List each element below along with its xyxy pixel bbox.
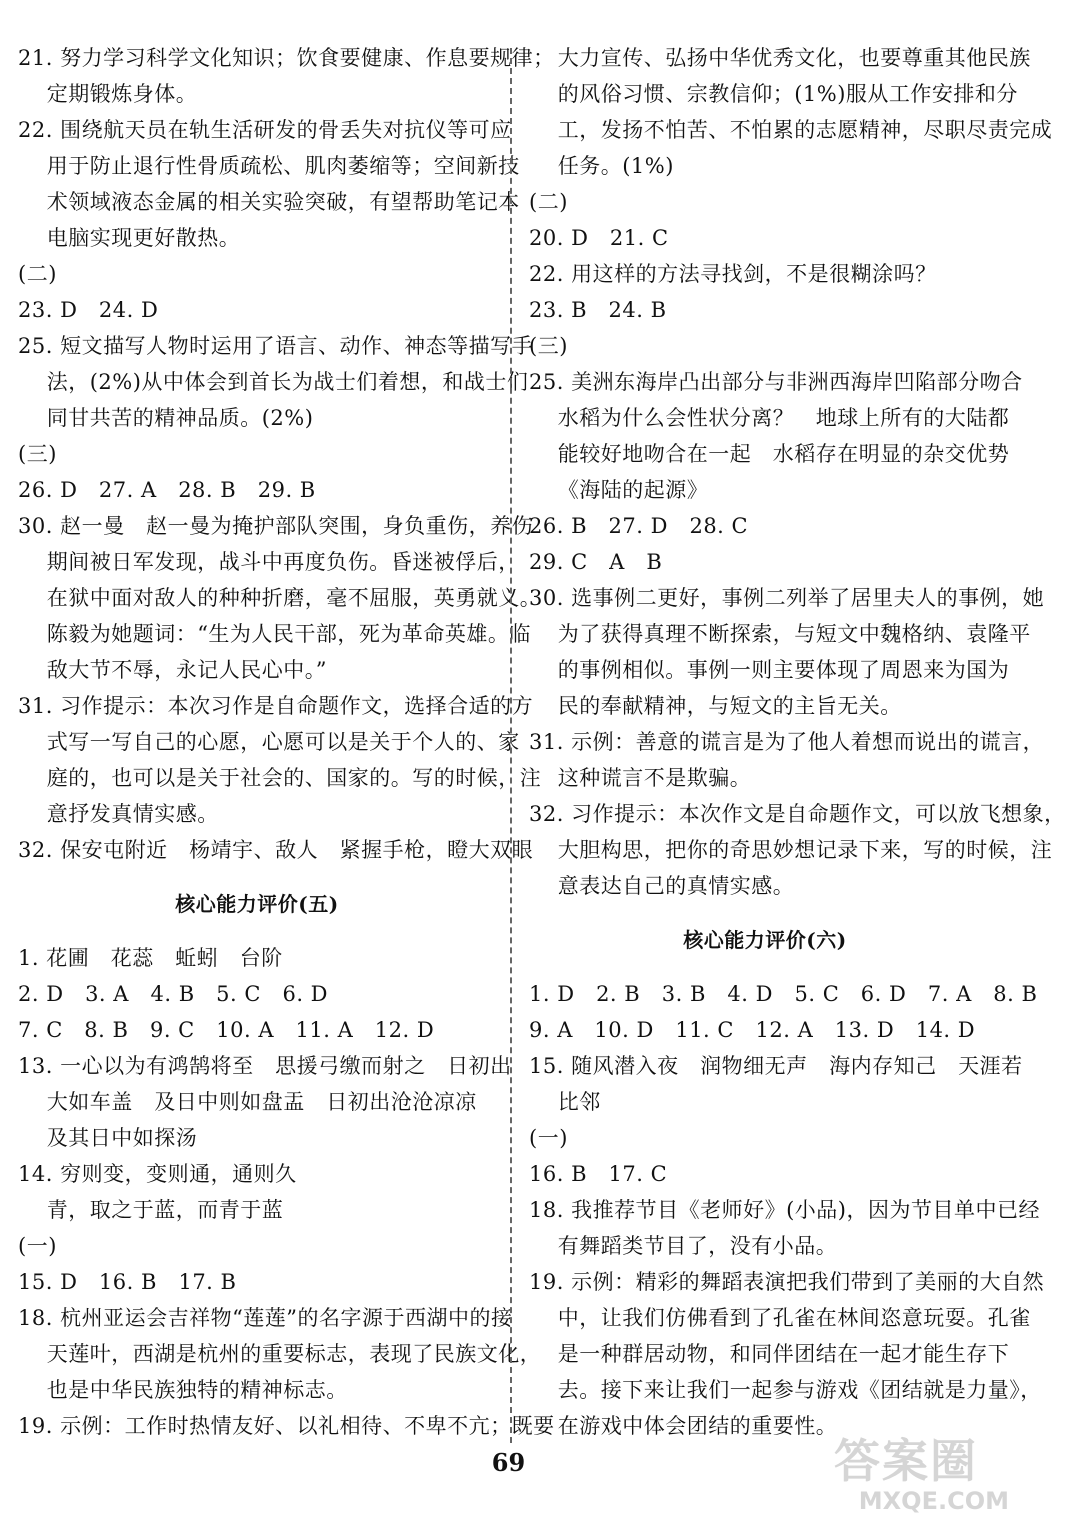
- answer-line: 为了获得真理不断探索，与短文中魏格纳、袁隆平: [529, 622, 1031, 646]
- answer-line: 26. B 27. D 28. C: [529, 514, 749, 538]
- answer-line: 31. 习作提示：本次习作是自命题作文，选择合适的方: [18, 694, 534, 718]
- answer-line: 也是中华民族独特的精神标志。: [18, 1378, 348, 1402]
- answer-line: 同甘共苦的精神品质。(2%): [18, 406, 314, 430]
- answer-line: 31. 示例：善意的谎言是为了他人着想而说出的谎言，: [529, 730, 1045, 754]
- answer-line: 15. 随风潜入夜 润物细无声 海内存知己 天涯若: [529, 1054, 1023, 1078]
- answer-line: 13. 一心以为有鸿鹄将至 思援弓缴而射之 日初出: [18, 1054, 512, 1078]
- answer-line: 20. D 21. C: [529, 226, 669, 250]
- answer-line: 陈毅为她题词：“生为人民干部，死为革命英雄。临: [18, 622, 531, 646]
- answer-line: 及其日中如探汤: [18, 1126, 198, 1150]
- answer-line: 在狱中面对敌人的种种折磨，毫不屈服，英勇就义。: [18, 586, 542, 610]
- answer-line: [529, 904, 1001, 922]
- section-heading: 核心能力评价(五): [175, 892, 339, 916]
- answer-line: 任务。(1%): [529, 154, 674, 178]
- answer-line: 14. 穷则变，变则通，通则久: [18, 1162, 297, 1186]
- answer-line: 7. C 8. B 9. C 10. A 11. A 12. D: [18, 1018, 435, 1042]
- answer-line: 术领域液态金属的相关实验突破，有望帮助笔记本: [18, 190, 520, 214]
- answer-line: 29. C A B: [529, 550, 663, 574]
- answer-line: 意表达自己的真情实感。: [529, 874, 795, 898]
- answer-line: 比邻: [529, 1090, 601, 1114]
- answer-line: 工，发扬不怕苦、不怕累的志愿精神，尽职尽责完成: [529, 118, 1053, 142]
- watermark-chars: 答案圈: [834, 1434, 978, 1488]
- answer-line: 在游戏中体会团结的重要性。: [529, 1414, 838, 1438]
- answer-line: (三): [18, 442, 57, 466]
- answer-line: 22. 用这样的方法寻找剑，不是很糊涂吗？: [529, 262, 937, 286]
- column-divider: [510, 48, 512, 1443]
- answer-line: 敌大节不辱，永记人民心中。”: [18, 658, 327, 682]
- answer-line: 25. 美洲东海岸凸出部分与非洲西海岸凹陷部分吻合: [529, 370, 1023, 394]
- answer-line: 19. 示例：工作时热情友好、以礼相待、不卑不亢；既要: [18, 1414, 555, 1438]
- watermark-logo: [834, 1435, 1009, 1530]
- answer-line: (一): [18, 1234, 57, 1258]
- answer-line: 的风俗习惯、宗教信仰；(1%)服从工作安排和分: [529, 82, 1018, 106]
- answer-line: 大力宣传、弘扬中华优秀文化，也要尊重其他民族: [529, 46, 1031, 70]
- answer-line: 水稻为什么会性状分离？ 地球上所有的大陆都: [529, 406, 1010, 430]
- answer-line: 中，让我们仿佛看到了孔雀在林间恣意玩耍。孔雀: [529, 1306, 1031, 1330]
- answer-line: 有舞蹈类节目了，没有小品。: [529, 1234, 838, 1258]
- answer-line: 民的奉献精神，与短文的主旨无关。: [529, 694, 902, 718]
- answer-line: 天莲叶，西湖是杭州的重要标志，表现了民族文化，: [18, 1342, 542, 1366]
- answer-line: [529, 958, 1001, 976]
- answer-line: 21. 努力学习科学文化知识；饮食要健康、作息要规律；: [18, 46, 555, 70]
- answer-line: 是一种群居动物，和同伴团结在一起才能生存下: [529, 1342, 1010, 1366]
- answer-line: 15. D 16. B 17. B: [18, 1270, 237, 1294]
- answer-line: 大如车盖 及日中则如盘盂 日初出沧沧凉凉: [18, 1090, 477, 1114]
- answer-line: 能较好地吻合在一起 水稻存在明显的杂交优势: [529, 442, 1010, 466]
- section-heading: 核心能力评价(六): [683, 928, 847, 952]
- answer-line: 23. B 24. B: [529, 298, 667, 322]
- answer-line: 1. 花圃 花蕊 蚯蚓 台阶: [18, 946, 283, 970]
- answer-line: 式写一写自己的心愿，心愿可以是关于个人的、家: [18, 730, 520, 754]
- answer-line: 青，取之于蓝，而青于蓝: [18, 1198, 284, 1222]
- answer-line: 22. 围绕航天员在轨生活研发的骨丢失对抗仪等可应: [18, 118, 512, 142]
- answer-line: 32. 保安屯附近 杨靖宇、敌人 紧握手枪，瞪大双眼: [18, 838, 534, 862]
- answer-line: (二): [529, 190, 568, 214]
- answer-line: 18. 杭州亚运会吉祥物“莲莲”的名字源于西湖中的接: [18, 1306, 513, 1330]
- answer-line: [18, 868, 496, 886]
- answer-line: 法，(2%)从中体会到首长为战士们着想，和战士们: [18, 370, 529, 394]
- answer-line: 25. 短文描写人物时运用了语言、动作、神态等描写手: [18, 334, 534, 358]
- answer-line: 16. B 17. C: [529, 1162, 668, 1186]
- answer-line: 庭的，也可以是关于社会的、国家的。写的时候，注: [18, 766, 542, 790]
- answer-line: 大胆构思，把你的奇思妙想记录下来，写的时候，注: [529, 838, 1053, 862]
- answer-line: 30. 选事例二更好，事例二列举了居里夫人的事例，她: [529, 586, 1045, 610]
- answer-line: [18, 922, 496, 940]
- answer-line: 的事例相似。事例一则主要体现了周恩来为国为: [529, 658, 1010, 682]
- answer-line: (三): [529, 334, 568, 358]
- answer-line: 9. A 10. D 11. C 12. A 13. D 14. D: [529, 1018, 976, 1042]
- answer-line: (一): [529, 1126, 568, 1150]
- left-answer-column: [18, 40, 555, 1444]
- answer-line: 《海陆的起源》: [529, 478, 709, 502]
- answer-line: 30. 赵一曼 赵一曼为掩护部队突围，身负重伤，养伤: [18, 514, 534, 538]
- answer-line: 1. D 2. B 3. B 4. D 5. C 6. D 7. A 8. B: [529, 982, 1038, 1006]
- answer-line: 去。接下来让我们一起参与游戏《团结就是力量》，: [529, 1378, 1042, 1402]
- answer-line: 2. D 3. A 4. B 5. C 6. D: [18, 982, 328, 1006]
- answer-line: (二): [18, 262, 57, 286]
- page-number: 69: [491, 1448, 526, 1477]
- answer-line: 用于防止退行性骨质疏松、肌肉萎缩等；空间新技: [18, 154, 520, 178]
- answer-line: 19. 示例：精彩的舞蹈表演把我们带到了美丽的大自然: [529, 1270, 1045, 1294]
- answer-line: 32. 习作提示：本次作文是自命题作文，可以放飞想象，: [529, 802, 1066, 826]
- right-answer-column: [529, 40, 1066, 1444]
- answer-line: 期间被日军发现，战斗中再度负伤。昏迷被俘后，: [18, 550, 520, 574]
- answer-line: 定期锻炼身体。: [18, 82, 198, 106]
- answer-line: 这种谎言不是欺骗。: [529, 766, 752, 790]
- answer-line: 18. 我推荐节目《老师好》(小品)，因为节目单中已经: [529, 1198, 1040, 1222]
- answer-line: 电脑实现更好散热。: [18, 226, 241, 250]
- answer-line: 意抒发真情实感。: [18, 802, 219, 826]
- answer-line: 23. D 24. D: [18, 298, 159, 322]
- watermark-url: MXQE.COM: [858, 1487, 1009, 1515]
- answer-line: 26. D 27. A 28. B 29. B: [18, 478, 316, 502]
